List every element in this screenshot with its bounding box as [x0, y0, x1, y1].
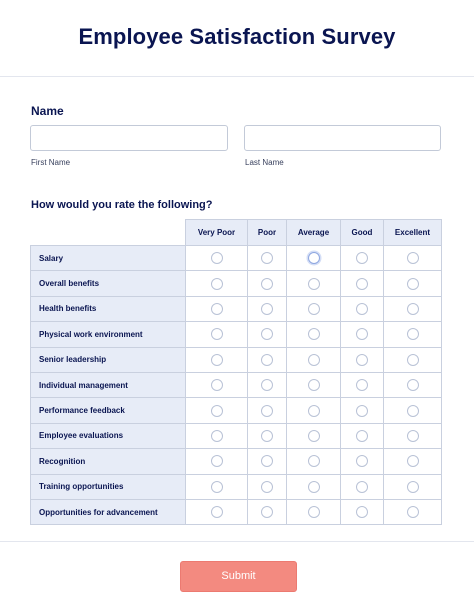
rating-cell — [341, 347, 384, 372]
rating-cell — [248, 423, 287, 448]
rating-radio[interactable] — [211, 379, 223, 391]
rating-cell — [186, 372, 248, 397]
form-header — [0, 0, 474, 77]
rating-radio[interactable] — [356, 379, 368, 391]
rating-radio[interactable] — [261, 379, 273, 391]
rating-cell — [384, 423, 442, 448]
rating-cell — [287, 398, 341, 423]
rating-cell — [287, 499, 341, 524]
matrix-row — [31, 398, 442, 423]
rating-cell — [248, 372, 287, 397]
rating-cell — [186, 398, 248, 423]
name-label: Name — [31, 104, 64, 118]
rating-cell — [287, 322, 341, 347]
rating-radio[interactable] — [407, 405, 419, 417]
rating-cell — [248, 322, 287, 347]
rating-cell — [248, 474, 287, 499]
rating-radio[interactable] — [356, 430, 368, 442]
rating-radio[interactable] — [356, 455, 368, 467]
matrix-row — [31, 322, 442, 347]
rating-radio[interactable] — [356, 303, 368, 315]
rating-radio[interactable] — [211, 252, 223, 264]
rating-radio[interactable] — [308, 430, 320, 442]
rating-radio[interactable] — [308, 481, 320, 493]
rating-radio[interactable] — [308, 252, 320, 264]
rating-radio[interactable] — [407, 278, 419, 290]
matrix-row — [31, 296, 442, 321]
rating-radio[interactable] — [308, 379, 320, 391]
matrix-row — [31, 474, 442, 499]
rating-cell — [384, 499, 442, 524]
rating-radio[interactable] — [211, 303, 223, 315]
rating-cell — [186, 296, 248, 321]
rating-radio[interactable] — [308, 278, 320, 290]
rating-radio[interactable] — [261, 506, 273, 518]
column-header: Poor — [248, 220, 287, 246]
rating-cell — [248, 499, 287, 524]
rating-radio[interactable] — [308, 328, 320, 340]
rating-radio[interactable] — [356, 278, 368, 290]
matrix-row — [31, 449, 442, 474]
rating-cell — [341, 398, 384, 423]
rating-cell — [341, 499, 384, 524]
rating-radio[interactable] — [407, 379, 419, 391]
rating-radio[interactable] — [308, 303, 320, 315]
rating-radio[interactable] — [356, 328, 368, 340]
rating-radio[interactable] — [261, 328, 273, 340]
row-label: Senior leadership — [31, 347, 186, 372]
rating-radio[interactable] — [261, 455, 273, 467]
rating-radio[interactable] — [407, 328, 419, 340]
column-header: Average — [287, 220, 341, 246]
rating-radio[interactable] — [261, 430, 273, 442]
rating-cell — [186, 474, 248, 499]
rating-cell — [248, 246, 287, 271]
rating-cell — [248, 398, 287, 423]
matrix-row — [31, 372, 442, 397]
rating-radio[interactable] — [211, 430, 223, 442]
rating-cell — [287, 449, 341, 474]
submit-button[interactable]: Submit — [180, 561, 297, 592]
rating-cell — [186, 322, 248, 347]
rating-cell — [186, 271, 248, 296]
rating-cell — [384, 474, 442, 499]
rating-cell — [341, 271, 384, 296]
rating-cell — [248, 347, 287, 372]
row-label: Opportunities for advancement — [31, 499, 186, 524]
rating-cell — [287, 423, 341, 448]
rating-cell — [341, 423, 384, 448]
rating-cell — [287, 246, 341, 271]
rating-cell — [186, 246, 248, 271]
row-label: Recognition — [31, 449, 186, 474]
rating-radio[interactable] — [211, 328, 223, 340]
rating-cell — [384, 347, 442, 372]
rating-radio[interactable] — [407, 455, 419, 467]
rating-radio[interactable] — [261, 252, 273, 264]
rating-cell — [341, 474, 384, 499]
rating-cell — [186, 347, 248, 372]
rating-cell — [384, 449, 442, 474]
column-header: Very Poor — [186, 220, 248, 246]
rating-cell — [248, 271, 287, 296]
rating-cell — [341, 372, 384, 397]
rating-radio[interactable] — [211, 455, 223, 467]
column-header: Good — [341, 220, 384, 246]
rating-radio[interactable] — [211, 278, 223, 290]
rating-radio[interactable] — [211, 506, 223, 518]
row-label: Training opportunities — [31, 474, 186, 499]
row-label: Salary — [31, 246, 186, 271]
matrix-row — [31, 423, 442, 448]
rating-cell — [341, 246, 384, 271]
rating-cell — [341, 322, 384, 347]
column-header: Excellent — [384, 220, 442, 246]
rating-cell — [186, 449, 248, 474]
rating-radio[interactable] — [356, 506, 368, 518]
row-label: Performance feedback — [31, 398, 186, 423]
rating-cell — [341, 296, 384, 321]
rating-matrix — [30, 219, 442, 525]
rating-radio[interactable] — [308, 405, 320, 417]
rating-cell — [248, 449, 287, 474]
rating-cell — [287, 271, 341, 296]
first-name-input[interactable] — [30, 125, 228, 151]
rating-radio[interactable] — [407, 430, 419, 442]
rating-radio[interactable] — [308, 354, 320, 366]
rating-cell — [186, 499, 248, 524]
rating-radio[interactable] — [407, 481, 419, 493]
row-label: Individual management — [31, 372, 186, 397]
last-name-sublabel: Last Name — [245, 158, 284, 167]
rating-cell — [287, 474, 341, 499]
rating-question: How would you rate the following? — [31, 199, 213, 211]
rating-radio[interactable] — [407, 303, 419, 315]
last-name-input[interactable] — [244, 125, 441, 151]
rating-radio[interactable] — [308, 506, 320, 518]
row-label: Overall benefits — [31, 271, 186, 296]
rating-radio[interactable] — [356, 252, 368, 264]
rating-cell — [384, 246, 442, 271]
first-name-sublabel: First Name — [31, 158, 71, 167]
row-label: Health benefits — [31, 296, 186, 321]
matrix-row — [31, 347, 442, 372]
row-label: Physical work environment — [31, 322, 186, 347]
rating-radio[interactable] — [211, 481, 223, 493]
rating-cell — [186, 423, 248, 448]
rating-radio[interactable] — [407, 506, 419, 518]
rating-radio[interactable] — [261, 405, 273, 417]
rating-radio[interactable] — [211, 405, 223, 417]
rating-cell — [384, 296, 442, 321]
rating-radio[interactable] — [261, 481, 273, 493]
rating-cell — [341, 449, 384, 474]
rating-radio[interactable] — [211, 354, 223, 366]
rating-cell — [384, 322, 442, 347]
matrix-row — [31, 499, 442, 524]
rating-radio[interactable] — [261, 278, 273, 290]
matrix-corner — [31, 220, 186, 246]
form-title: Employee Satisfaction Survey — [78, 24, 396, 49]
rating-radio[interactable] — [261, 354, 273, 366]
rating-cell — [384, 271, 442, 296]
rating-radio[interactable] — [407, 354, 419, 366]
rating-radio[interactable] — [356, 481, 368, 493]
rating-radio[interactable] — [261, 303, 273, 315]
rating-radio[interactable] — [308, 455, 320, 467]
rating-cell — [287, 347, 341, 372]
rating-cell — [287, 372, 341, 397]
row-label: Employee evaluations — [31, 423, 186, 448]
rating-radio[interactable] — [407, 252, 419, 264]
matrix-row — [31, 271, 442, 296]
rating-radio[interactable] — [356, 405, 368, 417]
rating-cell — [384, 398, 442, 423]
rating-cell — [248, 296, 287, 321]
rating-cell — [384, 372, 442, 397]
matrix-row — [31, 246, 442, 271]
rating-radio[interactable] — [356, 354, 368, 366]
rating-cell — [287, 296, 341, 321]
